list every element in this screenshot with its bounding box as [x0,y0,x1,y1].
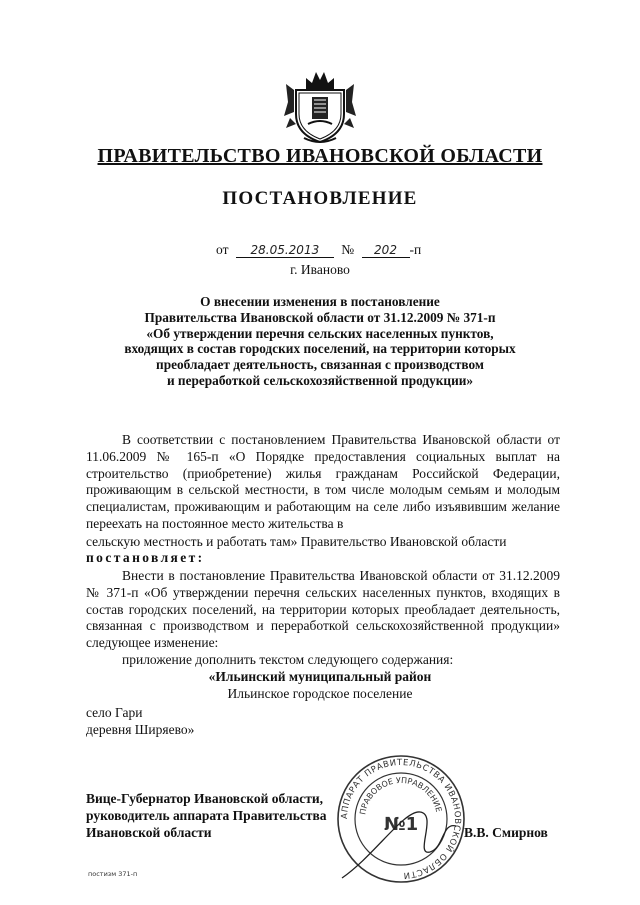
paragraph-2: Внести в постановление Правительства Ивановской области от 31.12.2009 № 371-п «Об утверждении перечня сельских населенных пунктов, входящих в состав городских поселений, на территории которых преобладает деятельность, связанная с производством и переработкой сельскохозяйственной продукции» следующее изменение: [86,568,560,651]
subject-line: входящих в состав городских поселений, на территории которых [124,341,516,357]
subject-line: Правительства Ивановской области от 31.12.2009 № 371-п [144,309,496,325]
signer-title [86,790,327,841]
file-footnote: постизм 371-п [88,870,138,878]
signer-title-line: Ивановской области [86,825,212,840]
village-item: деревня Ширяево» [86,722,195,737]
signer-name: В.В. Смирнов [464,825,548,840]
number-value: 202 [362,243,410,258]
subject-line: О внесении изменения в постановление [200,294,440,309]
document-type: ПОСТАНОВЛЕНИЕ [222,188,418,209]
svg-text:ПРАВОВОЕ УПРАВЛЕНИЕ [358,776,443,815]
dateline [216,242,421,258]
subject-block [0,294,640,389]
subject-line: и переработкой сельскохозяйственной продукции» [166,372,474,388]
paragraph-1-end: сельскую местность и работать там» Правительство Ивановской области [86,534,507,549]
decree-word: постановляет: [86,550,205,565]
signer-title-line: руководитель аппарата Правительства [86,808,327,823]
stamp-inner-text: ПРАВОВОЕ УПРАВЛЕНИЕ [358,775,444,816]
stamp-number: №1 [383,814,419,835]
official-stamp [334,752,468,886]
village-item: село Гари [86,705,143,720]
number-label: № [341,242,355,257]
date-value: 28.05.2013 [236,243,334,258]
paragraph-3: приложение дополнить текстом следующего содержания: [122,652,454,667]
signer-title-line: Вице-Губернатор Ивановской области, [86,791,323,806]
city: г. Иваново [290,262,350,277]
settlement: Ильинское городское поселение [227,686,413,701]
date-label: от [216,242,229,257]
paragraph-1: В соответствии с постановлением Правительства Ивановской области от 11.06.2009 № 165-п «О Порядке предоставления социальных выплат на строительство (приобретение) жилья гражданам Российской Федерации, проживающим в сельской местности, в том числе молодым семьям и молодым специалистам, проживающим и работающим на селе либо изъявившим желание переехать на постоянное место жительства в [86,432,560,531]
subject-line: преобладает деятельность, связанная с производством [156,357,484,373]
coat-of-arms-icon [282,66,358,146]
number-suffix: -п [409,242,422,257]
municipality: «Ильинский муниципальный район [208,669,432,684]
government-title: ПРАВИТЕЛЬСТВО ИВАНОВСКОЙ ОБЛАСТИ [97,145,543,167]
subject-line: «Об утверждении перечня сельских населенных пунктов, [146,325,494,341]
stamp-outer-text: АППАРАТ ПРАВИТЕЛЬСТВА ИВАНОВСКОЙ ОБЛАСТИ [339,757,463,881]
